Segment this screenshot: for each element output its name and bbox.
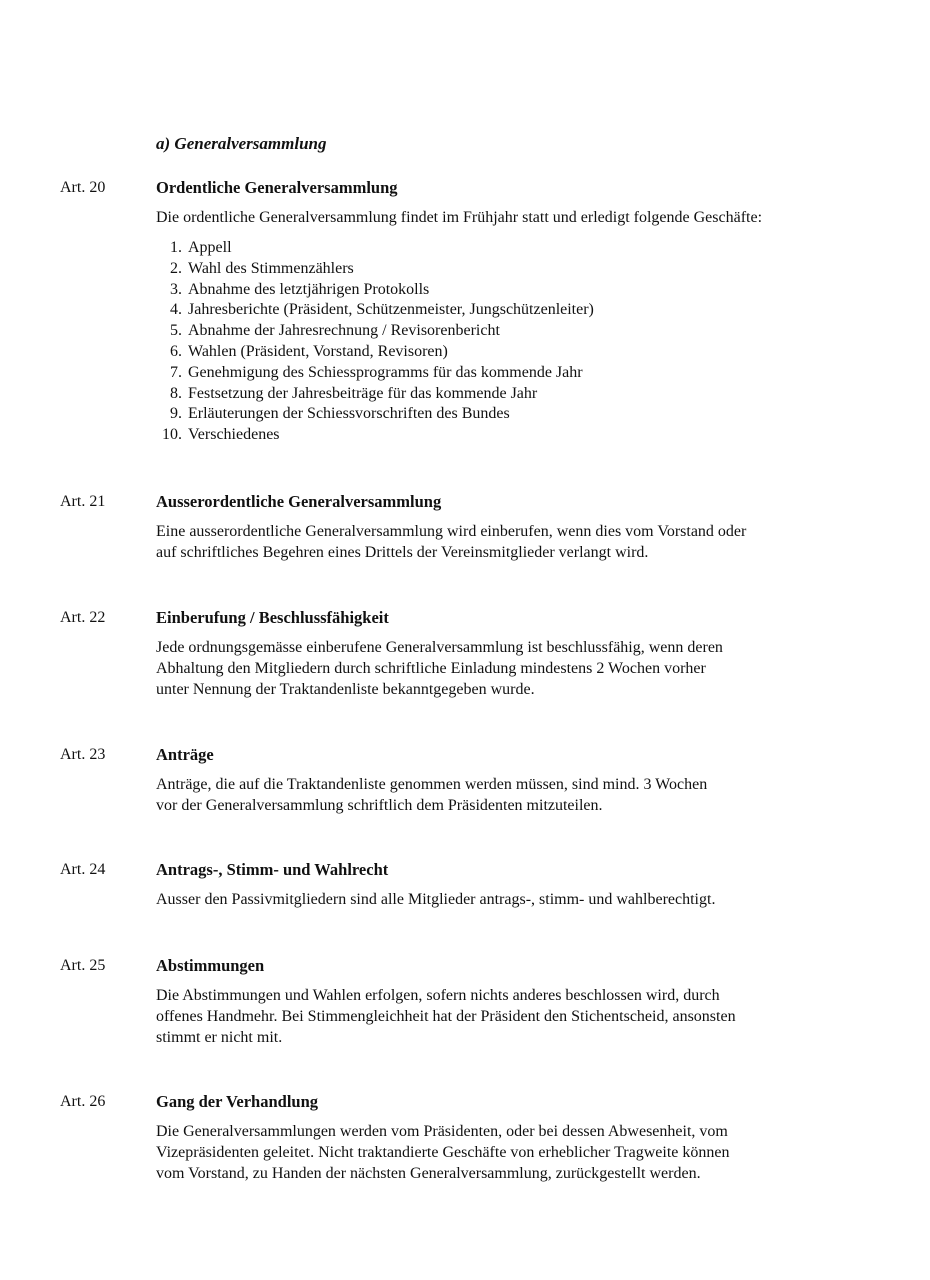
list-item-text: Erläuterungen der Schiessvorschriften des Bundes: [188, 405, 510, 423]
section-heading: a) Generalversammlung: [156, 134, 327, 153]
article-title: Gang der Verhandlung: [156, 1092, 319, 1111]
list-item: [156, 342, 856, 363]
article-number: Art. 22: [60, 609, 106, 626]
article-body: [156, 745, 856, 816]
article-title: Ordentliche Generalversammlung: [156, 178, 398, 197]
list-item-number: 8.: [170, 384, 182, 402]
text-line: Vizepräsidenten geleitet. Nicht traktandierte Geschäfte von erheblicher Tragweite können: [156, 1144, 730, 1161]
article-body: [156, 860, 856, 910]
list-item-text: Appell: [188, 239, 232, 256]
article-text: Die ordentliche Generalversammlung findet im Frühjahr statt und erledigt folgende Geschäfte:: [156, 209, 763, 226]
article-number: Art. 23: [60, 746, 106, 763]
text-line: Anträge, die auf die Traktandenliste genommen werden müssen, sind mind. 3 Wochen: [156, 776, 708, 793]
article-text: [156, 889, 856, 910]
article-title: Anträge: [156, 745, 214, 764]
text-line: auf schriftliches Begehren eines Drittels der Vereinsmitglieder verlangt wird.: [156, 544, 649, 561]
list-item-number: 4.: [170, 301, 182, 319]
text-line: Eine ausserordentliche Generalversammlung wird einberufen, wenn dies vom Vorstand oder: [156, 523, 747, 540]
list-item-text: Verschiedenes: [188, 426, 280, 444]
article-number: Art. 24: [60, 861, 106, 878]
article-title: Antrags-, Stimm- und Wahlrecht: [156, 860, 389, 879]
list-item-number: 1.: [170, 239, 182, 256]
list-item: [156, 363, 856, 384]
list-item-number: 2.: [170, 259, 182, 277]
list-item: [156, 280, 856, 301]
list-item: [156, 300, 856, 321]
list-item: [156, 384, 856, 405]
article-text: [156, 774, 856, 816]
text-line: vom Vorstand, zu Handen der nächsten Generalversammlung, zurückgestellt werden.: [156, 1165, 701, 1182]
list-item: [156, 425, 856, 446]
list-item-text: Festsetzung der Jahresbeiträge für das kommende Jahr: [188, 384, 538, 402]
list-item-number: 9.: [170, 405, 182, 423]
article-text: [156, 521, 856, 563]
article-body: [156, 178, 856, 446]
list-item: [156, 259, 856, 280]
text-line: unter Nennung der Traktandenliste bekanntgegeben wurde.: [156, 681, 535, 698]
article-number: Art. 26: [60, 1093, 106, 1110]
list-item: [156, 321, 856, 342]
article-body: [156, 492, 856, 563]
list-item-number: 7.: [170, 363, 182, 381]
list-item-number: 6.: [170, 342, 182, 360]
article-text: [156, 1121, 856, 1184]
list-item-text: Wahl des Stimmenzählers: [188, 259, 354, 277]
article-title: Abstimmungen: [156, 956, 265, 975]
list-item-text: Abnahme der Jahresrechnung / Revisorenbericht: [188, 322, 500, 340]
list-item-number: 10.: [162, 426, 182, 444]
text-line: Die Abstimmungen und Wahlen erfolgen, sofern nichts anderes beschlossen wird, durch: [156, 987, 720, 1004]
article-number: Art. 25: [60, 957, 106, 974]
list-item-text: Genehmigung des Schiessprogramms für das kommende Jahr: [188, 363, 583, 381]
text-line: Abhaltung den Mitgliedern durch schriftliche Einladung mindestens 2 Wochen vorher: [156, 660, 706, 677]
text-line: Jede ordnungsgemässe einberufene Generalversammlung ist beschlussfähig, wenn deren: [156, 639, 723, 656]
text-line: vor der Generalversammlung schriftlich dem Präsidenten mitzuteilen.: [156, 797, 603, 814]
list-item: [156, 238, 856, 259]
text-line: Ausser den Passivmitgliedern sind alle Mitglieder antrags-, stimm- und wahlberechtigt.: [156, 891, 716, 908]
list-item-text: Wahlen (Präsident, Vorstand, Revisoren): [188, 342, 448, 360]
article-title: Einberufung / Beschlussfähigkeit: [156, 608, 389, 627]
article-number: Art. 20: [60, 179, 106, 196]
agenda-list: [156, 238, 856, 446]
list-item-text: Jahresberichte (Präsident, Schützenmeister, Jungschützenleiter): [188, 301, 594, 319]
list-item-number: 3.: [170, 280, 182, 298]
article-body: [156, 1092, 856, 1184]
article-number: Art. 21: [60, 493, 106, 510]
list-item-text: Abnahme des letztjährigen Protokolls: [188, 280, 430, 298]
article-body: [156, 956, 856, 1048]
text-line: Die Generalversammlungen werden vom Präsidenten, oder bei dessen Abwesenheit, vom: [156, 1123, 728, 1140]
list-item-number: 5.: [170, 322, 182, 340]
list-item: [156, 404, 856, 425]
text-line: offenes Handmehr. Bei Stimmengleichheit hat der Präsident den Stichentscheid, ansonsten: [156, 1008, 736, 1025]
article-text: [156, 637, 856, 700]
text-line: stimmt er nicht mit.: [156, 1029, 283, 1046]
article-title: Ausserordentliche Generalversammlung: [156, 492, 442, 511]
article-body: [156, 608, 856, 700]
article-text: [156, 985, 856, 1048]
